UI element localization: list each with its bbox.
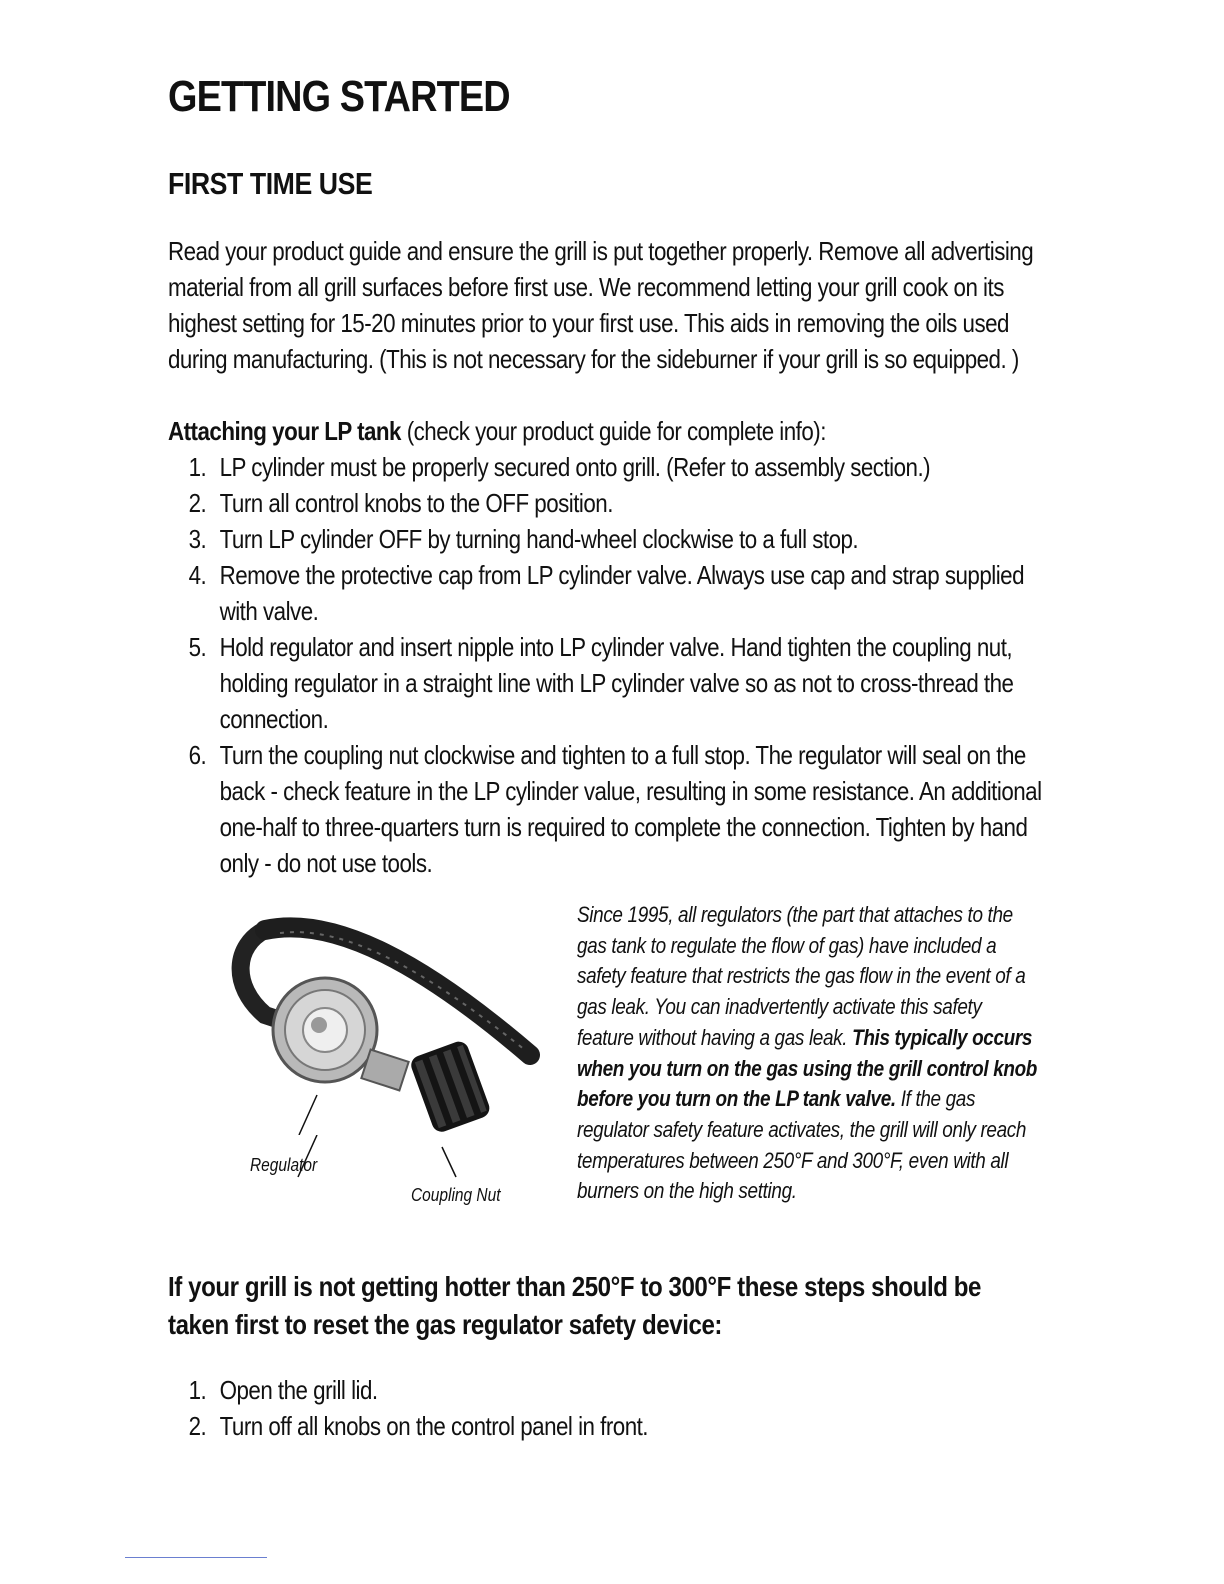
note-text-end: If the gas regulator safety feature activates, the grill will only reach temperatures between 250°F and 300°F, even with all burners on the high setting.: [577, 1086, 1027, 1204]
step-number: 4.: [188, 560, 207, 590]
attaching-section: [168, 413, 1045, 881]
step-text: LP cylinder must be properly secured onto grill. (Refer to assembly section.): [219, 452, 931, 482]
list-item: [168, 521, 1045, 557]
list-item: [168, 629, 1045, 737]
section-heading-first-time-use: FIRST TIME USE: [168, 166, 373, 201]
step-number: 2.: [188, 488, 207, 518]
regulator-illustration: [225, 905, 545, 1135]
list-item: [168, 449, 1045, 485]
regulator-label: Regulator: [250, 1155, 318, 1175]
list-item: [168, 1372, 942, 1408]
step-number: 3.: [188, 524, 207, 554]
intro-paragraph: Read your product guide and ensure the grill is put together properly. Remove all advertising material from all grill surfaces before first use. We recommend letting your grill cook on its highest setting for 15-20 minutes prior to your first use. This aids in removing the oils used during manufacturing. (This is not necessary for the sideburner if your grill is so equipped. ): [168, 236, 1034, 374]
attaching-steps-list: [168, 449, 1045, 881]
step-text: Hold regulator and insert nipple into LP cylinder valve. Hand tighten the coupling nut, holding regulator in a straight line with LP cylinder valve so as not to cross-thread the connection.: [219, 632, 1014, 734]
step-text: Turn LP cylinder OFF by turning hand-wheel clockwise to a full stop.: [219, 524, 859, 554]
attaching-lead-bold: Attaching your LP tank: [168, 416, 401, 446]
regulator-safety-note: [577, 900, 1041, 1207]
step-number: 2.: [188, 1411, 207, 1441]
step-number: 6.: [188, 740, 207, 770]
list-item: [168, 737, 1045, 881]
step-text: Remove the protective cap from LP cylinder valve. Always use cap and strap supplied with valve.: [219, 560, 1025, 626]
footer-rule: [125, 1557, 267, 1558]
list-item: [168, 557, 1045, 629]
step-number: 1.: [188, 452, 207, 482]
note-text: Since 1995, all regulators (the part that attaches to the gas tank to regulate the flow of gas) have included a safety feature that restricts the gas flow in the event of a gas leak. You can inadvertently activate this safety feature without having a gas leak.: [577, 902, 1026, 1050]
step-text: Turn all control knobs to the OFF position.: [219, 488, 613, 518]
step-text: Open the grill lid.: [219, 1375, 378, 1405]
reset-steps-list: [168, 1372, 942, 1444]
list-item: [168, 485, 1045, 521]
page-title: GETTING STARTED: [168, 72, 510, 121]
step-number: 1.: [188, 1375, 207, 1405]
note-bold-text: This typically occurs when you turn on the gas using the grill control knob before you turn on the LP tank valve.: [577, 1024, 1038, 1112]
regulator-figure: [225, 905, 545, 1215]
attaching-lead-text: (check your product guide for complete info):: [400, 416, 826, 446]
step-number: 5.: [188, 632, 207, 662]
reset-heading: If your grill is not getting hotter than 250°F to 300°F these steps should be taken first to reset the gas regulator safety device:: [168, 1271, 981, 1340]
coupling-nut-label: Coupling Nut: [411, 1185, 501, 1205]
list-item: [168, 1408, 942, 1444]
step-text: Turn the coupling nut clockwise and tighten to a full stop. The regulator will seal on the back - check feature in the LP cylinder value, resulting in some resistance. An additional one-half to three-quarters turn is required to complete the connection. Tighten by hand only - do not use tools.: [219, 740, 1042, 878]
attaching-lead: [168, 413, 1045, 449]
step-text: Turn off all knobs on the control panel in front.: [219, 1411, 649, 1441]
